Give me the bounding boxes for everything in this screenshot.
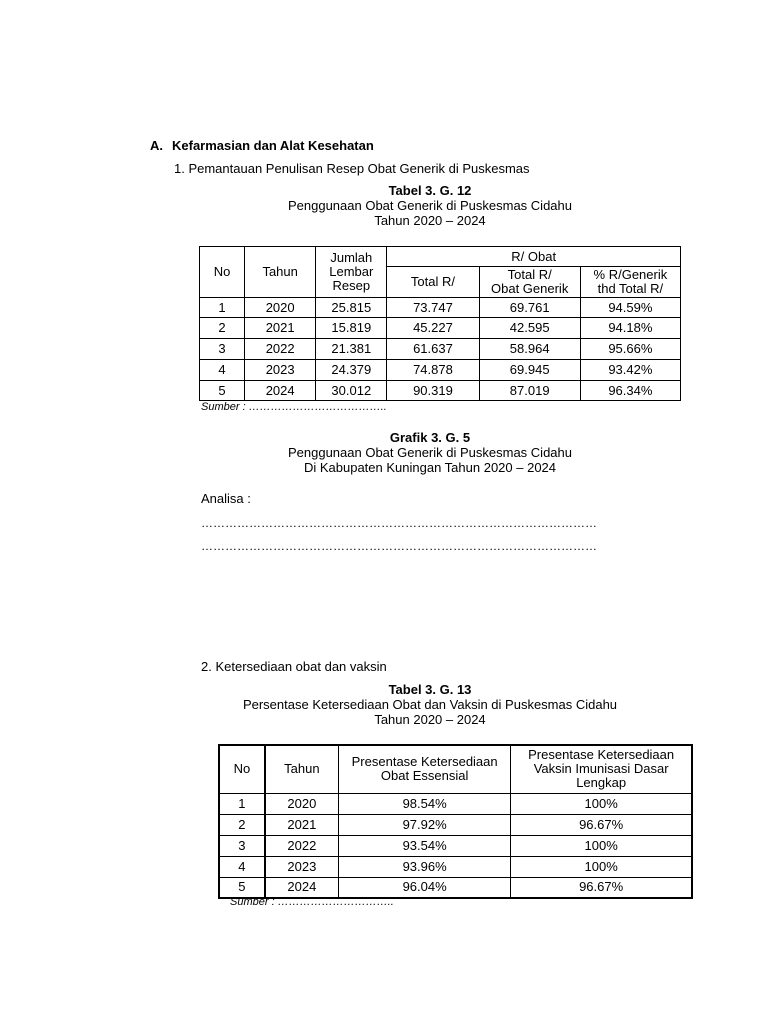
- table-obat-generik: [199, 246, 681, 401]
- grafik-line2: Di Kabupaten Kuningan Tahun 2020 – 2024: [303, 460, 557, 475]
- table1-header-generik: Total R/ Obat Generik: [479, 267, 580, 298]
- analisa-label: Analisa :: [201, 491, 251, 506]
- table-row: 3 2022 93.54% 100%: [219, 835, 692, 856]
- section-letter: A.: [150, 138, 163, 153]
- table-row: 2 2021 97.92% 96.67%: [219, 814, 692, 835]
- table-row: 3 2022 21.381 61.637 58.964 95.66%: [200, 339, 681, 360]
- table2-header-vaksin: Presentase Ketersediaan Vaksin Imunisasi Dasar Lengkap: [511, 745, 692, 793]
- table1-caption: [0, 183, 768, 228]
- table1-header-tahun: Tahun: [245, 247, 316, 298]
- table1-caption-line2: Tahun 2020 – 2024: [374, 213, 486, 228]
- table-row: 5 2024 96.04% 96.67%: [219, 877, 692, 898]
- table2-caption-line1: Persentase Ketersediaan Obat dan Vaksin di Puskesmas Cidahu: [242, 697, 618, 712]
- table2-sumber: Sumber : …………………………..: [230, 896, 394, 908]
- table2-caption-line2: Tahun 2020 – 2024: [374, 712, 486, 727]
- table2-header-tahun: Tahun: [265, 745, 339, 793]
- table1-header-total: Total R/: [387, 267, 479, 298]
- table1-caption-title: Tabel 3. G. 12: [388, 183, 472, 198]
- analisa-dotted-line-2: ………………………………………………………………………………………: [201, 539, 597, 553]
- table1-header-no: No: [200, 247, 245, 298]
- table2-header-no: No: [219, 745, 265, 793]
- grafik-line1: Penggunaan Obat Generik di Puskesmas Cidahu: [287, 445, 572, 460]
- table-row: 2 2021 15.819 45.227 42.595 94.18%: [200, 318, 681, 339]
- table-row: 1 2020 25.815 73.747 69.761 94.59%: [200, 298, 681, 318]
- table-row: 4 2023 93.96% 100%: [219, 856, 692, 877]
- table-row: 5 2024 30.012 90.319 87.019 96.34%: [200, 381, 681, 401]
- grafik-title: Grafik 3. G. 5: [389, 430, 471, 445]
- table-ketersediaan-obat-vaksin: [218, 744, 693, 899]
- table1-caption-line1: Penggunaan Obat Generik di Puskesmas Cidahu: [287, 198, 572, 213]
- subsection-1-title: 1. Pemantauan Penulisan Resep Obat Generik di Puskesmas: [174, 161, 530, 176]
- table1-header-group: R/ Obat: [387, 247, 681, 267]
- table2-caption: [0, 682, 768, 727]
- table1-header-jumlah: Jumlah Lembar Resep: [316, 247, 387, 298]
- table1-header-persen: % R/Generik thd Total R/: [580, 267, 680, 298]
- table-row: 4 2023 24.379 74.878 69.945 93.42%: [200, 360, 681, 381]
- table-row: 1 2020 98.54% 100%: [219, 793, 692, 814]
- table2-header-obat: Presentase Ketersediaan Obat Essensial: [339, 745, 511, 793]
- table2-caption-title: Tabel 3. G. 13: [388, 682, 472, 697]
- analisa-dotted-line-1: ………………………………………………………………………………………: [201, 516, 597, 530]
- subsection-2-title: 2. Ketersediaan obat dan vaksin: [201, 659, 387, 674]
- table1-sumber: Sumber : ………………………………..: [201, 401, 387, 413]
- section-heading: [150, 138, 374, 153]
- grafik-caption: [0, 430, 768, 475]
- section-title: Kefarmasian dan Alat Kesehatan: [172, 138, 374, 153]
